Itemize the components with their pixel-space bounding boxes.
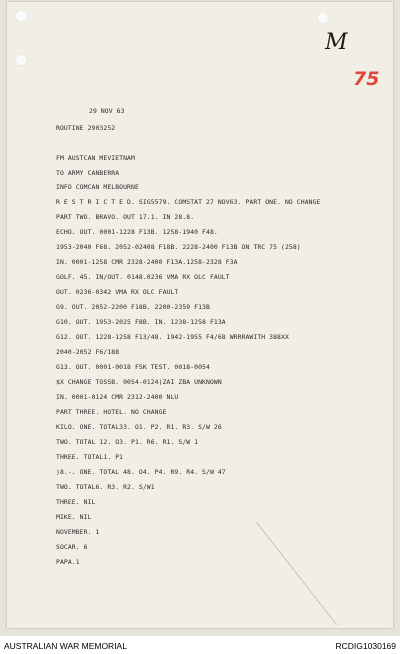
body-line: G12. OUT. 1228-1258 F13/48. 1942-1955 F4/68 WRRRAWITH 388XX [56, 333, 289, 341]
handwritten-page-number: 75 [353, 68, 380, 90]
body-line: MIKE. NIL [56, 513, 92, 521]
body-line: IN. 0001-0124 CMR 2312-2400 NLU [56, 393, 179, 401]
body-line: KILO. ONE. TOTAL33. O1. P2. R1. R3. S/W 26 [56, 423, 222, 431]
body-line: TWO. TOTAL6. R3. R2. S/W1 [56, 483, 155, 491]
from-line: FM AUSTCAN MEVIETNAM [56, 154, 135, 162]
body-line: $X CHANGE TOSSB. 0054-0124)ZAI ZBA UNKNOWN [56, 378, 222, 386]
body-line: IN. 0001-1258 CMR 2328-2400 F13A.1258-2328 F3A [56, 258, 238, 266]
archive-record-id: RCDIG1030169 [335, 641, 396, 651]
body-line: NOVEMBER. 1 [56, 528, 100, 536]
telegram-page [7, 2, 393, 628]
body-line: ECHO. OUT. 0001-1228 F13B. 1258-1940 F48. [56, 228, 218, 236]
body-line: TWO. TOTAL 12. O3. P1. R6. R1. S/W 1 [56, 438, 199, 446]
body-line: G9. OUT. 2052-2200 F18B. 2200-2359 F13B [56, 303, 210, 311]
message-date: 29 NOV 63 [89, 107, 125, 115]
body-line: 2040-2052 F6/188 [56, 348, 120, 356]
body-line: PAPA.1 [56, 558, 80, 566]
archive-footer [0, 636, 400, 654]
archive-name: AUSTRALIAN WAR MEMORIAL [4, 641, 127, 651]
body-line: THREE. TOTAL1. P1 [56, 453, 124, 461]
body-line: OUT. 0236-0342 VMA RX OLC FAULT [56, 288, 179, 296]
to-line: TO ARMY CANBERRA [56, 169, 120, 177]
body-line: 1953-2040 F68. 2052-02408 F18B. 2228-2400 F13B ON TRC 75 (258) [56, 243, 301, 251]
punch-hole [317, 12, 329, 24]
body-line: G10. OUT. 1953-2025 F8B. IN. 1238-1258 F13A [56, 318, 226, 326]
body-line: GOLF. 45. IN/OUT. 0148.0236 VMA RX OLC FAULT [56, 273, 230, 281]
info-line: INFO COMCAN MELBOURNE [56, 183, 139, 191]
body-line: PART THREE. HOTEL. NO CHANGE [56, 408, 167, 416]
punch-hole [15, 54, 27, 66]
handwritten-initial: M [325, 30, 347, 55]
message-routine: ROUTINE 2903252 [56, 124, 116, 132]
body-line: THREE. NIL [56, 498, 96, 506]
body-line: )8.-. ONE. TOTAL 48. O4. P4. R9. R4. S/W 47 [56, 468, 226, 476]
body-line: G13. OUT. 0001-0018 FSK TEST. 0018-0054 [56, 363, 210, 371]
body-line: SOCAR. 6 [56, 543, 88, 551]
paper-crease [256, 522, 337, 625]
body-line: PART TWO. BRAVO. OUT 17.1. IN 28.8. [56, 213, 195, 221]
punch-hole [15, 10, 27, 22]
body-line: R E S T R I C T E D. SIG5579. COMSTAT 27 NOV63. PART ONE. NO CHANGE [56, 198, 321, 206]
